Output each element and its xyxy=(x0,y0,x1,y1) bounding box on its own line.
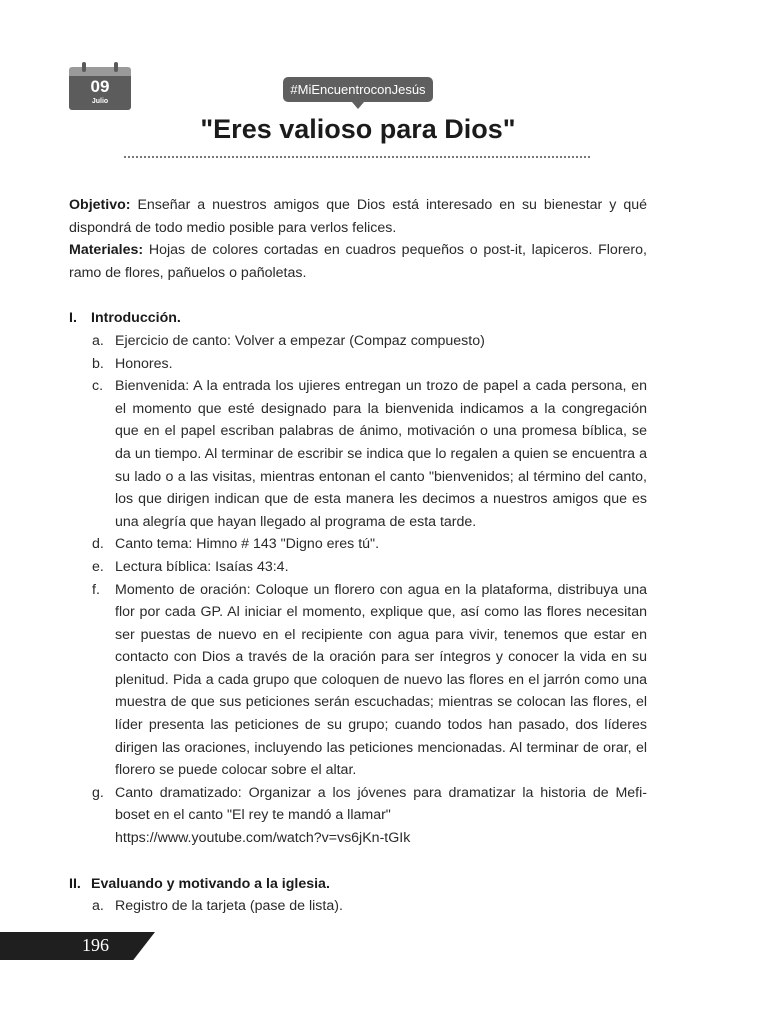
title-dotted-divider xyxy=(124,156,590,158)
evaluando-list xyxy=(69,895,647,918)
section-heading-introduccion xyxy=(69,307,647,330)
objective-paragraph xyxy=(69,194,647,239)
list-item-text: Lectura bíblica: Isaías 43:4. xyxy=(115,558,289,575)
section-number: II. xyxy=(69,875,81,892)
objective-label: Objetivo: xyxy=(69,197,131,213)
list-item-text: Bienvenida: A la entrada los ujieres entregan un trozo de papel a cada persona, en el momento que esté designado para la bienvenida indicamos a la congregación que en el papel escriban palabras de ánimo, motivación o una promesa bíblica, se da un tiempo. Al terminar de escribir se indica que lo regalen a quien se encuentra a su lado o a las visitas, mientras entonan el canto "bienvenidos; al término del canto, los que dirigen indican que de esta manera les decimos a nuestros amigos que es una alegría que hayan llegado al programa de esta tarde. xyxy=(115,378,647,530)
materials-text: Hojas de colores cortadas en cuadros pequeños o post-it, lapiceros. Florero, ramo de flores, pañuelos o pañoletas. xyxy=(69,242,647,281)
hashtag-badge: #MiEncuentroconJesús xyxy=(283,77,433,102)
list-item-letter: a. xyxy=(92,332,104,349)
list-item xyxy=(69,375,647,533)
section-title: Evaluando y motivando a la iglesia. xyxy=(91,875,330,892)
calendar-day: 09 xyxy=(90,77,110,96)
page-number: 196 xyxy=(82,935,109,955)
introduccion-list xyxy=(69,330,647,850)
youtube-link[interactable]: https://www.youtube.com/watch?v=vs6jKn-tGIk xyxy=(115,830,411,847)
list-item-letter: g. xyxy=(92,784,104,801)
calendar-date-badge xyxy=(69,62,131,110)
list-item-text: Honores. xyxy=(115,355,173,372)
list-item-text: Canto dramatizado: Organizar a los jóvenes para dramatizar la historia de Mefi-boset en el canto "El rey te mandó a llamar" xyxy=(115,784,647,824)
list-item-letter: a. xyxy=(92,898,104,915)
section-title: Introducción. xyxy=(91,310,181,327)
list-item xyxy=(69,895,647,918)
list-item xyxy=(69,353,647,376)
list-item-text: Ejercicio de canto: Volver a empezar (Compaz compuesto) xyxy=(115,332,485,349)
calendar-ring-left xyxy=(82,62,86,72)
list-item xyxy=(69,579,647,782)
list-item xyxy=(69,782,647,850)
page-number-band xyxy=(0,932,155,960)
list-item-letter: b. xyxy=(92,355,104,372)
calendar-month: Julio xyxy=(91,98,109,105)
list-item-letter: f. xyxy=(92,581,100,598)
calendar-ring-right xyxy=(114,62,118,72)
materials-paragraph xyxy=(69,239,647,284)
list-item xyxy=(69,533,647,556)
list-item-text: Momento de oración: Coloque un florero con agua en la plataforma, distribuya una flor por cada GP. Al iniciar el momento, explique que, así como las flores necesitan ser puestas de nuevo en el recipiente con agua para vivir, tenemos que estar en contacto con Dios a través de la oración para ser íntegros y conocer la vida en su plenitud. Pida a cada grupo que coloquen de nuevo las flores en el jarrón como una muestra de que sus peticiones serán escuchadas; mientras se colocan las flores, el líder presenta las peticiones de su grupo; cuando todos han pasado, dos líderes dirigen las oraciones, incluyendo las peticiones mencionadas. Al terminar de orar, el florero se puede colocar sobre el altar. xyxy=(115,581,647,779)
list-item-letter: d. xyxy=(92,536,104,553)
main-content xyxy=(69,194,647,918)
section-number: I. xyxy=(69,310,77,327)
page-title: "Eres valioso para Dios" xyxy=(200,114,516,144)
section-heading-evaluando xyxy=(69,873,647,896)
list-item-text: Canto tema: Himno # 143 "Digno eres tú". xyxy=(115,536,380,553)
list-item xyxy=(69,556,647,579)
list-item xyxy=(69,330,647,353)
objective-text: Enseñar a nuestros amigos que Dios está interesado en su bienestar y qué dispondrá de todo medio posible para verlos felices. xyxy=(69,197,647,236)
list-item-letter: e. xyxy=(92,558,104,575)
list-item-text: Registro de la tarjeta (pase de lista). xyxy=(115,898,343,915)
calendar-header-bar xyxy=(69,67,131,76)
materials-label: Materiales: xyxy=(69,242,144,259)
hashtag-badge-pointer xyxy=(352,102,364,109)
list-item-letter: c. xyxy=(92,378,104,395)
